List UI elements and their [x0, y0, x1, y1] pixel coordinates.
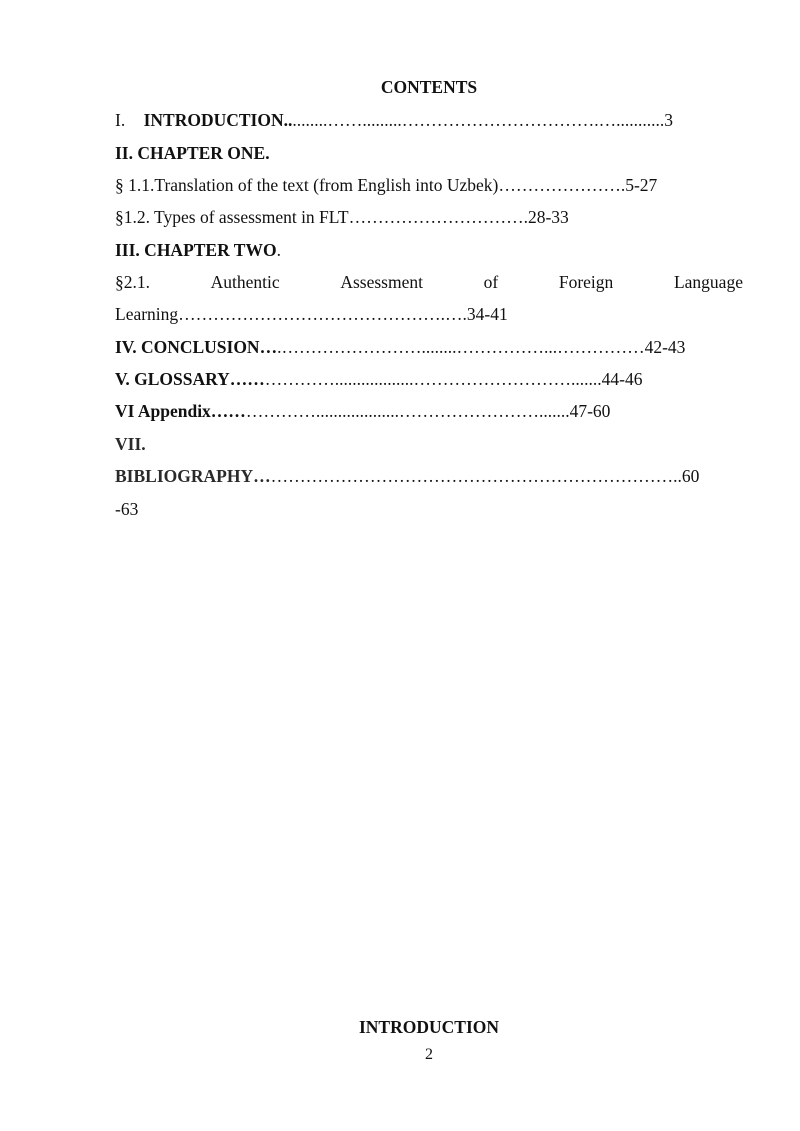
- toc-word: Foreign: [558, 272, 614, 292]
- toc-entry-bibliography-number: VII.: [115, 434, 146, 454]
- toc-word: Assessment: [340, 272, 423, 292]
- toc-number: I.: [115, 110, 126, 130]
- toc-entry-appendix: [115, 400, 610, 422]
- toc-entry-section-2-1-continued: Learning……………………………………….….34-41: [115, 304, 508, 324]
- toc-title: III. CHAPTER TWO: [115, 240, 277, 260]
- toc-leader-page: …………..................……………………….......44-46: [264, 369, 643, 389]
- contents-heading: CONTENTS: [380, 77, 478, 97]
- toc-entry-introduction: [115, 109, 673, 131]
- toc-title: BIBLIOGRAPHY…: [115, 466, 271, 486]
- toc-word: §2.1.: [115, 272, 150, 292]
- toc-entry-section-1-1: § 1.1.Translation of the text (from English into Uzbek)………………….5-27: [115, 175, 658, 195]
- toc-entry-chapter-one: II. CHAPTER ONE.: [115, 143, 270, 163]
- toc-entry-section-1-2: §1.2. Types of assessment in FLT………………………….28-33: [115, 207, 569, 227]
- toc-leader-page: …………...................…………………….......47-60: [245, 401, 611, 421]
- toc-title-period: .: [276, 240, 281, 260]
- toc-title: IV. CONCLUSION…: [115, 337, 278, 357]
- toc-entry-glossary: [115, 368, 643, 390]
- toc-entry-section-2-1: [115, 271, 743, 293]
- toc-leader-page: ……………………………………………………………..60: [270, 466, 700, 486]
- toc-entry-bibliography: [115, 465, 699, 487]
- toc-word: Language: [673, 272, 743, 292]
- toc-word: of: [483, 272, 499, 292]
- introduction-heading: INTRODUCTION: [358, 1017, 500, 1037]
- toc-leader-page: .……………………........……………...……………42-43: [277, 337, 686, 357]
- toc-title: INTRODUCTION..: [143, 110, 293, 130]
- toc-entry-bibliography-continued: -63: [115, 499, 139, 519]
- toc-leader-page: ........…….........…………………………….…...........3: [292, 110, 673, 130]
- toc-title: VI Appendix……: [115, 401, 246, 421]
- page-number: 2: [425, 1046, 433, 1063]
- toc-title: V. GLOSSARY……: [115, 369, 265, 389]
- toc-entry-conclusion: [115, 336, 685, 358]
- toc-word: Authentic: [210, 272, 280, 292]
- toc-entry-chapter-two: [115, 239, 281, 261]
